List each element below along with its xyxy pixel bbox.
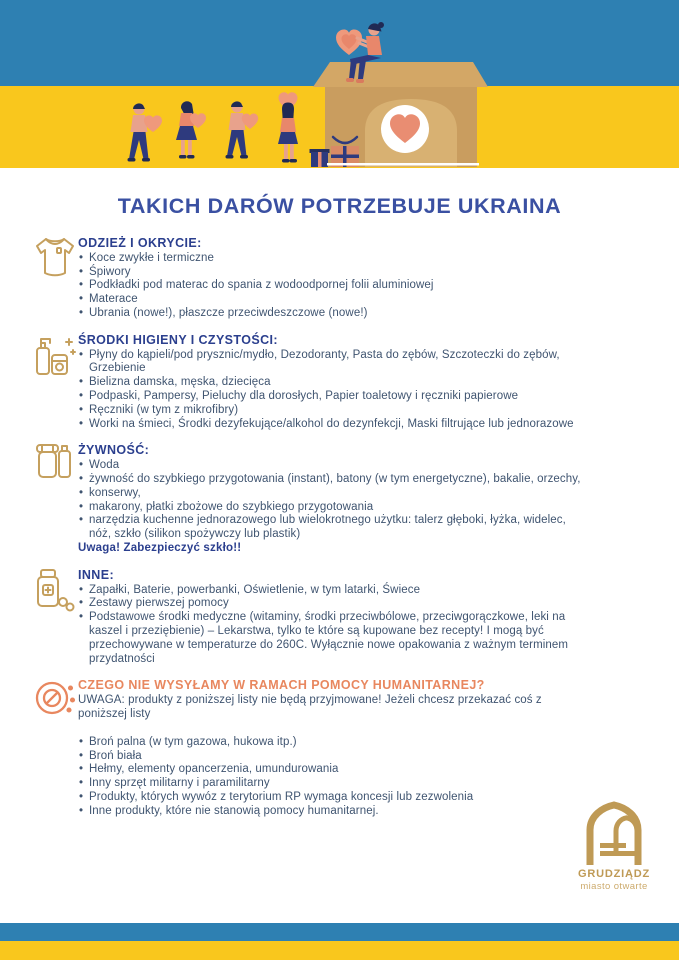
section-note: Uwaga! Zabezpieczyć szkło!!: [78, 541, 242, 554]
list-item: • Woda: [78, 459, 583, 473]
section-list: [78, 349, 583, 432]
ukraine-flag-banner-illustration: [0, 0, 679, 170]
list-item: • Podstawowe środki medyczne (witaminy, środki przeciwbólowe, przeciwgorączkowe, leki na kaszel i przeziębienie) – Lekarstwa, tylko te które są kupowane bez recepty! I mogą być przechowywane w temperaturze do 260C. Wyłącznie nowe opakowania z ważnym terminem przydatności: [78, 611, 583, 666]
grudziadz-logo: [563, 801, 665, 892]
donation-box-lid: [313, 62, 488, 87]
section-other: [32, 569, 632, 667]
list-item: • Ręczniki (w tym z mikrofibry): [78, 404, 583, 418]
list-item: • Ubrania (nowe!), płaszcze przeciwdeszczowe (nowe!): [78, 307, 583, 321]
list-item: • Bielizna damska, męska, dziecięca: [78, 376, 583, 390]
prohibited-icon: [32, 676, 76, 724]
list-item: • Inne produkty, które nie stanowią pomocy humanitarnej.: [78, 805, 583, 819]
list-item: • Broń biała: [78, 750, 583, 764]
medicine-icon: [32, 566, 76, 614]
city-gate-icon: [563, 801, 665, 865]
section-heading: ODZIEŻ I OKRYCIE:: [78, 236, 202, 250]
section-list: [78, 459, 583, 542]
list-item: • konserwy,: [78, 487, 583, 501]
list-item: • Produkty, których wywóz z terytorium RP wymaga koncesji lub zezwolenia: [78, 791, 583, 805]
logo-city-name: GRUDZIĄDZ: [578, 868, 650, 880]
box-base-line: [327, 163, 479, 166]
section-heading: ŚRODKI HIGIENY I CZYSTOŚCI:: [78, 332, 278, 347]
page-title: TAKICH DARÓW POTRZEBUJE UKRAINA: [117, 194, 562, 218]
section-heading: CZEGO NIE WYSYŁAMY W RAMACH POMOCY HUMANITARNEJ?: [78, 678, 485, 693]
logo-tagline: miasto otwarte: [580, 881, 648, 892]
section-list: [78, 584, 583, 667]
list-item: • narzędzia kuchenne jednorazowego lub wielokrotnego użytku: talerz głęboki, łyżka, widelec, nóż, szkło (silikon spożywczy lub plastik): [78, 514, 583, 542]
list-item: • Materace: [78, 293, 583, 307]
list-item: • Podpaski, Pampersy, Pieluchy dla dorosłych, Papier toaletowy i ręczniki papierowe: [78, 390, 583, 404]
section-excluded: [32, 679, 632, 818]
list-item: • Zestawy pierwszej pomocy: [78, 597, 583, 611]
section-heading: ŻYWNOŚĆ:: [78, 443, 150, 458]
list-item: • Worki na śmieci, Środki dezyfekujące/alkohol do dezynfekcji, Maski filtrujące lub jednorazowe: [78, 418, 583, 432]
list-item: • Zapałki, Baterie, powerbanki, Oświetlenie, w tym latarki, Świece: [78, 584, 583, 598]
footer-stripe-blue: [0, 923, 679, 941]
list-item: • Hełmy, elementy opancerzenia, umundurowania: [78, 763, 583, 777]
section-intro: UWAGA: produkty z poniższej listy nie będą przyjmowane! Jeżeli chcesz przekazać coś z poniższej listy: [78, 694, 542, 720]
header-illustration: [0, 0, 679, 170]
section-heading: INNE:: [78, 567, 115, 582]
section-clothing: [32, 237, 632, 321]
tshirt-icon: [32, 234, 76, 282]
list-item: • żywność do szybkiego przygotowania (instant), batony (w tym energetyczne), bakalie, orzechy,: [78, 473, 583, 487]
list-item: • Koce zwykłe i termiczne: [78, 252, 583, 266]
section-food: [32, 444, 632, 555]
list-item: • Podkładki pod materac do spania z wodoodpornej folii aluminiowej: [78, 279, 583, 293]
list-item: • Płyny do kąpieli/pod prysznic/mydło, Dezodoranty, Pasta do zębów, Szczoteczki do zębów, Grzebienie: [78, 349, 583, 377]
hygiene-icon: [32, 331, 76, 379]
section-hygiene: [32, 334, 632, 432]
footer-stripe-yellow: [0, 941, 679, 960]
sections-container: [32, 237, 632, 831]
list-item: • Inny sprzęt militarny i paramilitarny: [78, 777, 583, 791]
footer: [0, 923, 679, 960]
list-item: • makarony, płatki zbożowe do szybkiego przygotowania: [78, 501, 583, 515]
food-jar-icon: [32, 441, 76, 489]
list-item: • Śpiwory: [78, 266, 583, 280]
section-list: [78, 736, 583, 819]
list-item: • Broń palna (w tym gazowa, hukowa itp.): [78, 736, 583, 750]
section-list: [78, 252, 583, 321]
